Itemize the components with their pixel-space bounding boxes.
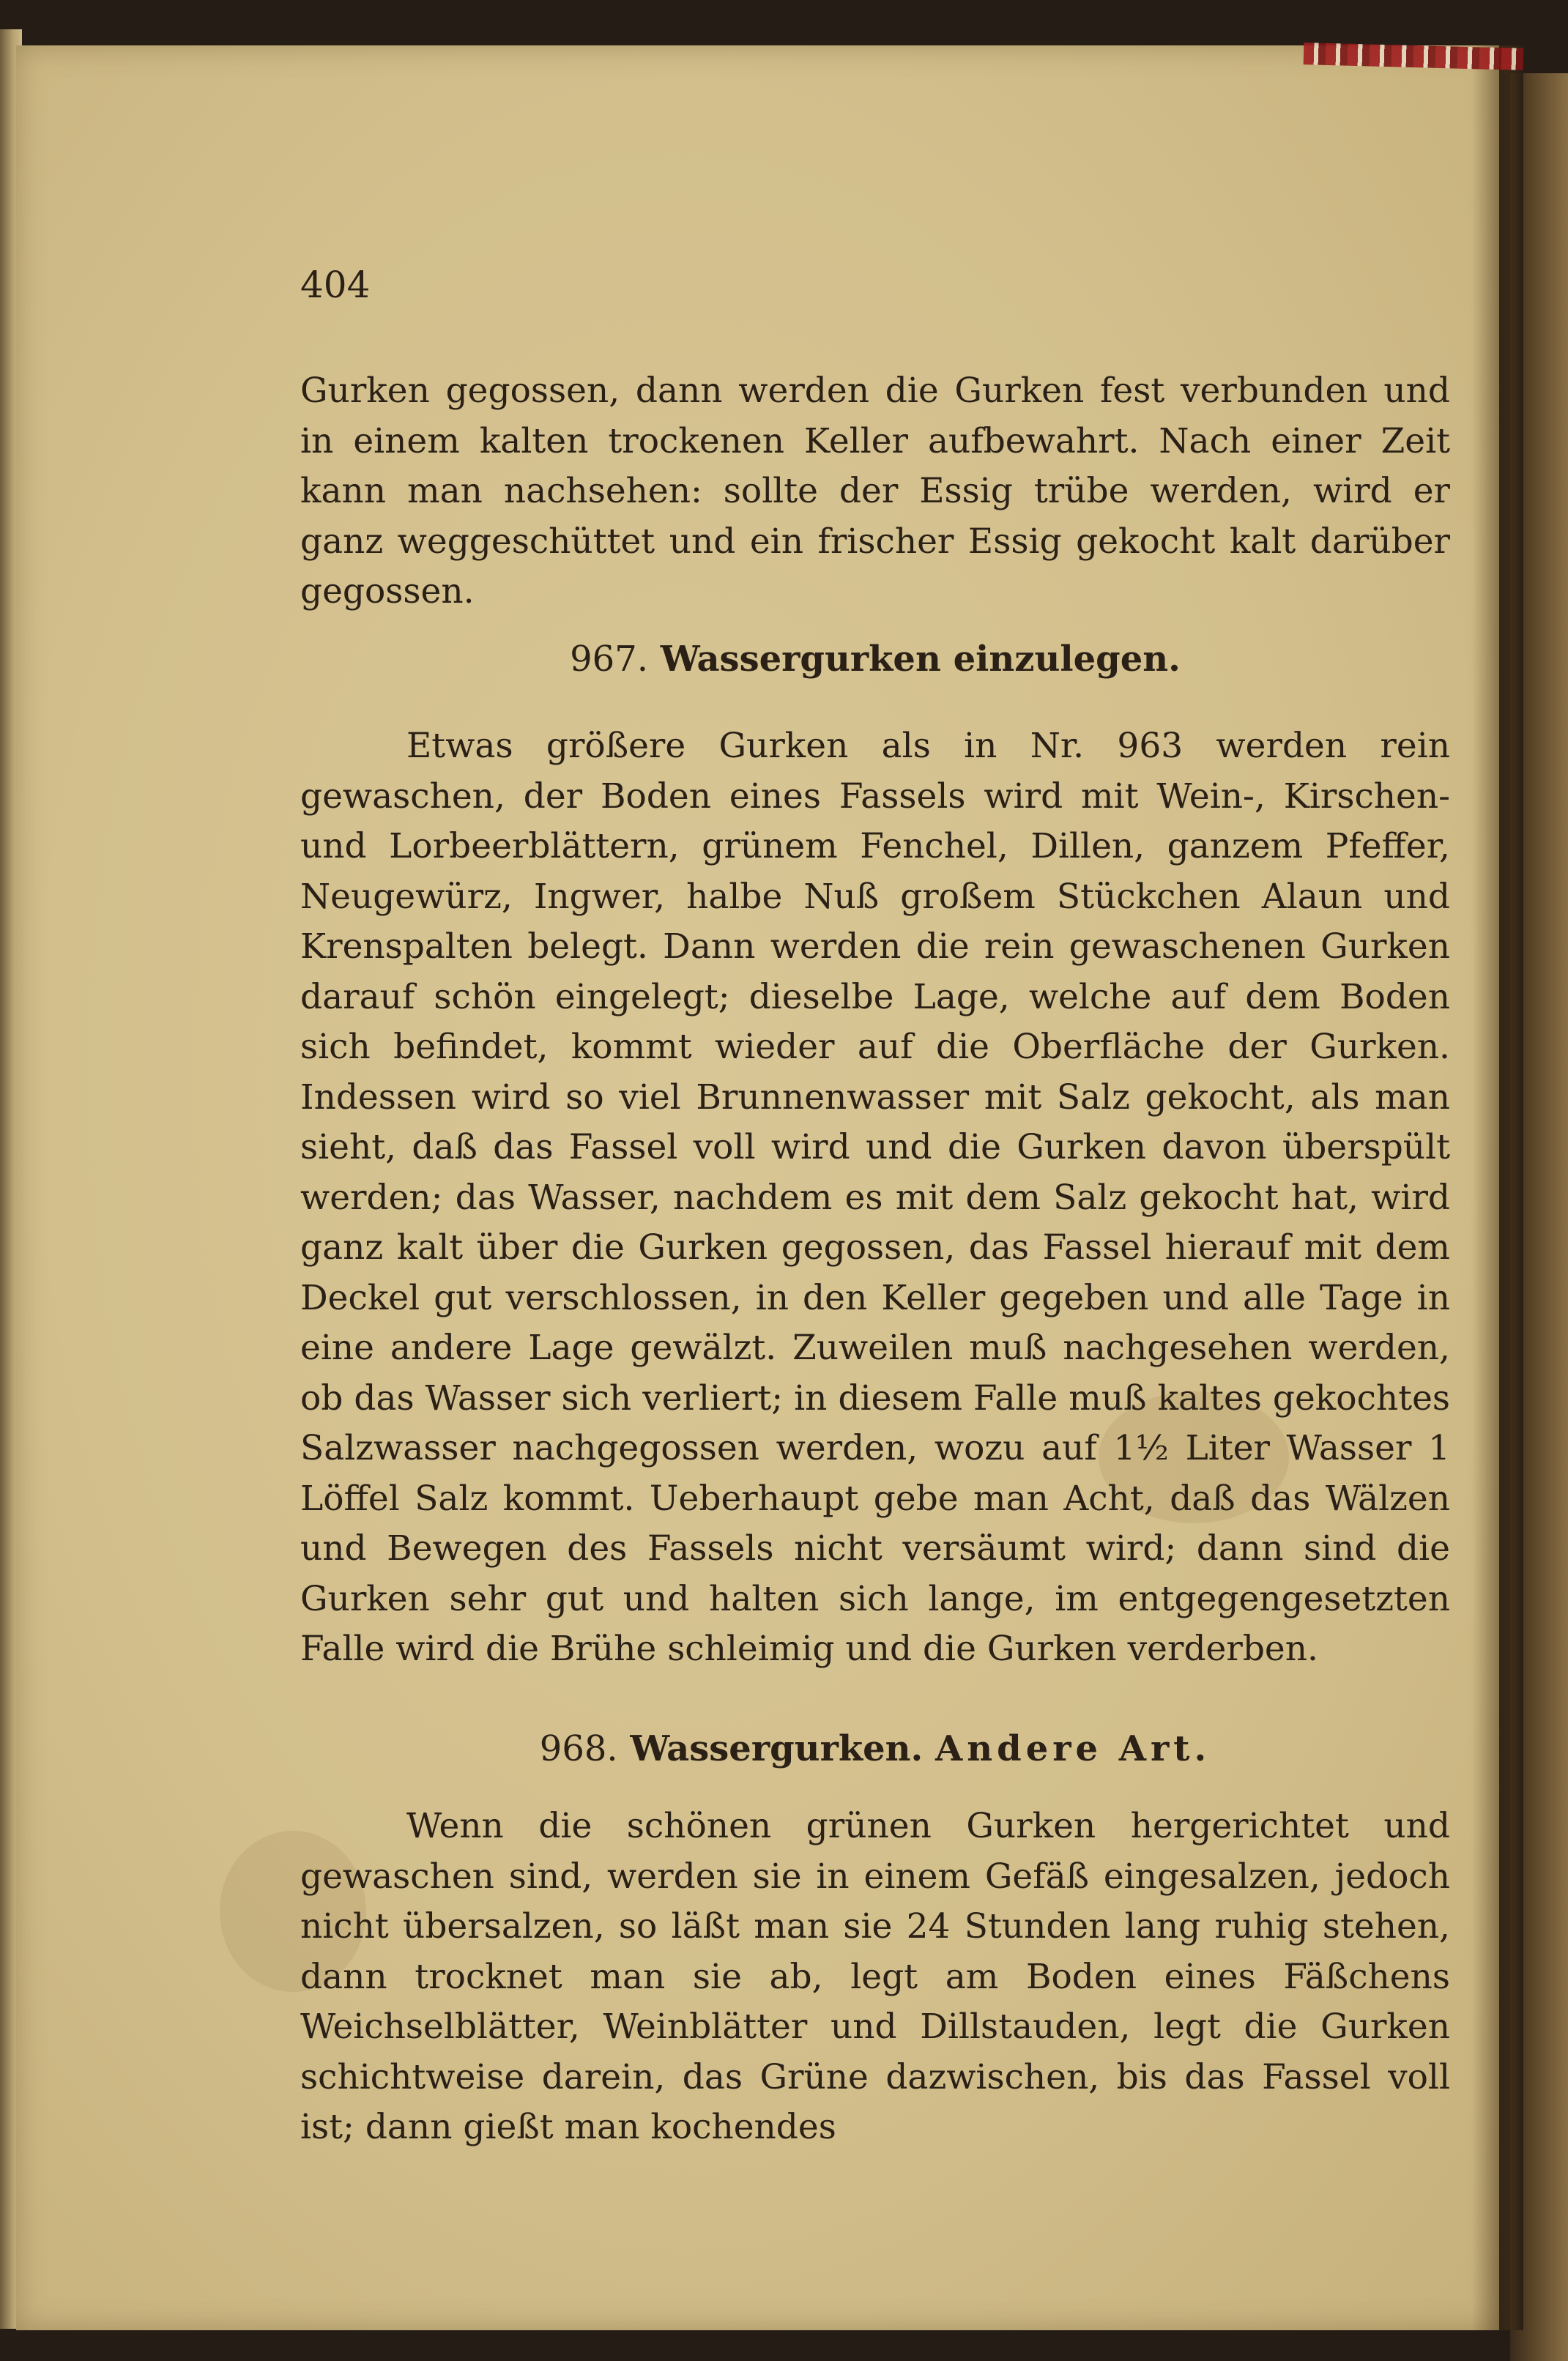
- recipe-968-number: 968.: [539, 1728, 618, 1769]
- recipe-968-subtitle: Andere Art.: [935, 1728, 1211, 1769]
- continuation-paragraph: Gurken gegossen, dann werden die Gurken fest verbunden und in einem kalten trockenen Keller aufbewahrt. Nach einer Zeit kann man nachsehen: sollte der Essig trübe werden, wird er ganz weggeschüttet und ein frischer Essig gekocht kalt darüber gegossen.: [300, 371, 1450, 611]
- recipe-968-text: Wenn die schönen grünen Gurken hergerichtet und gewaschen sind, werden sie in einem Gefäß eingesalzen, jedoch nicht übersalzen, so läßt man sie 24 Stunden lang ruhig stehen, dann trocknet man sie ab, legt am Boden eines Fäßchens Weichselblätter, Weinblätter und Dillstauden, legt die Gurken schichtweise darein, das Grüne dazwischen, bis das Fassel voll ist; dann gießt man kochendes: [300, 1806, 1450, 2147]
- recipe-968-title: Wassergurken.: [630, 1728, 924, 1769]
- recipe-967-heading: [300, 639, 1450, 680]
- recipe-968-heading: [300, 1728, 1450, 1769]
- recipe-967-title: Wassergurken einzulegen.: [660, 639, 1181, 680]
- recipe-967-number: 967.: [570, 639, 648, 680]
- recipe-967-text: Etwas größere Gurken als in Nr. 963 werden rein gewaschen, der Boden eines Fassels wird mit Wein-, Kirschen- und Lorbeerblättern, grünem Fenchel, Dillen, ganzem Pfeffer, Neugewürz, Ingwer, halbe Nuß großem Stückchen Alaun und Krenspalten belegt. Dann werden die rein gewaschenen Gurken darauf schön eingelegt; dieselbe Lage, welche auf dem Boden sich befindet, kommt wieder auf die Oberfläche der Gurken. Indessen wird so viel Brunnenwasser mit Salz gekocht, als man sieht, daß das Fassel voll wird und die Gurken davon überspült werden; das Wasser, nachdem es mit dem Salz gekocht hat, wird ganz kalt über die Gurken gegossen, das Fassel hierauf mit dem Deckel gut verschlossen, in den Keller gegeben und alle Tage in eine andere Lage gewälzt. Zuweilen muß nachgesehen werden, ob das Wasser sich verliert; in diesem Falle muß kaltes gekochtes Salzwasser nachgegossen werden, wozu auf 1½ Liter Wasser 1 Löffel Salz kommt. Ueberhaupt gebe man Acht, daß das Wälzen und Bewegen des Fassels nicht versäumt wird; dann sind die Gurken sehr gut und halten sich lange, im entgegengesetzten Falle wird die Brühe schleimig und die Gurken verderben.: [300, 726, 1450, 1669]
- book-gutter-shadow: [1472, 45, 1523, 2330]
- page-number: 404: [300, 264, 371, 306]
